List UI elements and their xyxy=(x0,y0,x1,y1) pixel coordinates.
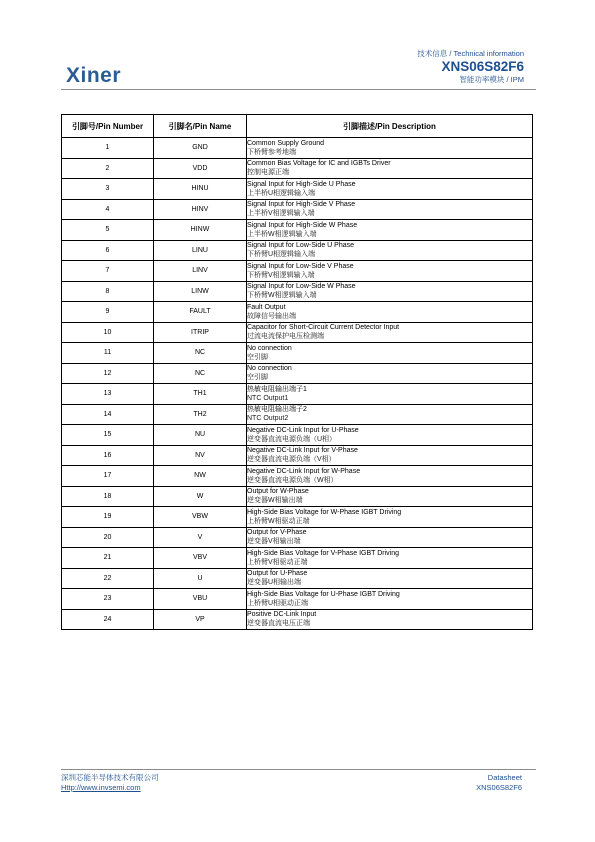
pin-number-cell: 6 xyxy=(62,240,154,261)
pin-description-cell xyxy=(247,425,533,446)
pin-name-cell: VBW xyxy=(154,507,247,528)
pin-name-cell: W xyxy=(154,486,247,507)
pin-name-cell: LINU xyxy=(154,240,247,261)
pin-name-cell: VBV xyxy=(154,548,247,569)
pin-name-cell: GND xyxy=(154,138,247,159)
pin-description-cell xyxy=(247,486,533,507)
pin-name-cell: U xyxy=(154,568,247,589)
pin-description-line-2: 逆变器直流电压正端 xyxy=(247,620,310,628)
pin-number-cell: 14 xyxy=(62,404,154,425)
pin-number-cell: 17 xyxy=(62,466,154,487)
table-row xyxy=(62,322,533,343)
pin-description-cell xyxy=(247,343,533,364)
table-row xyxy=(62,343,533,364)
pin-number-cell: 11 xyxy=(62,343,154,364)
pin-number-cell: 16 xyxy=(62,445,154,466)
pin-description-line-2: 上半桥W相逻辑输入端 xyxy=(247,230,317,238)
pin-description-line-1: 热敏电阻输出端子1 xyxy=(247,385,307,393)
table-row xyxy=(62,609,533,630)
pin-name-cell: NC xyxy=(154,363,247,384)
pin-description-line-2: 上半桥V相逻辑输入端 xyxy=(247,210,315,218)
column-header-pin-description: 引脚描述/Pin Description xyxy=(247,115,533,138)
table-row xyxy=(62,445,533,466)
pin-name-cell: V xyxy=(154,527,247,548)
pin-name-cell: ITRIP xyxy=(154,322,247,343)
pin-description-cell xyxy=(247,445,533,466)
pin-number-cell: 22 xyxy=(62,568,154,589)
column-header-pin-name: 引脚名/Pin Name xyxy=(154,115,247,138)
footer-model-number: XNS06S82F6 xyxy=(476,783,522,792)
header-subtitle: 智能功率模块 / IPM xyxy=(459,75,524,84)
pin-description-cell xyxy=(247,363,533,384)
pin-name-cell: VDD xyxy=(154,158,247,179)
pin-name-cell: TH2 xyxy=(154,404,247,425)
table-row xyxy=(62,261,533,282)
pin-description-line-2: 控制电源正端 xyxy=(247,169,289,177)
pin-name-cell: TH1 xyxy=(154,384,247,405)
pin-description-line-2: 上半桥U相逻辑输入端 xyxy=(247,189,316,197)
table-row xyxy=(62,138,533,159)
pin-description-line-1: Signal Input for High-Side U Phase xyxy=(247,180,356,188)
table-row xyxy=(62,363,533,384)
pin-name-cell: FAULT xyxy=(154,302,247,323)
pin-name-cell: LINV xyxy=(154,261,247,282)
table-row xyxy=(62,507,533,528)
pin-description-cell xyxy=(247,589,533,610)
pin-description-line-1: Negative DC-Link Input for U-Phase xyxy=(247,426,359,434)
pin-description-line-2: 上桥臂V相驱动正端 xyxy=(247,558,308,566)
table-row xyxy=(62,466,533,487)
pin-description-line-2: 过流电流保护电压检测端 xyxy=(247,333,324,341)
pin-description-cell xyxy=(247,179,533,200)
pin-description-line-1: Common Supply Ground xyxy=(247,139,325,147)
table-row xyxy=(62,589,533,610)
table-row xyxy=(62,404,533,425)
table-row xyxy=(62,486,533,507)
header-divider xyxy=(61,89,536,90)
pin-description-cell xyxy=(247,527,533,548)
pin-number-cell: 10 xyxy=(62,322,154,343)
pin-description-cell xyxy=(247,507,533,528)
footer-company-name: 深圳芯能半导体技术有限公司 xyxy=(61,773,159,782)
pin-description-line-1: Positive DC-Link Input xyxy=(247,611,317,619)
pin-name-cell: NV xyxy=(154,445,247,466)
pin-description-line-2: 上桥臂U相驱动正端 xyxy=(247,599,309,607)
table-row xyxy=(62,527,533,548)
pin-description-line-1: High-Side Bias Voltage for W-Phase IGBT Driving xyxy=(247,508,402,516)
header-category: 技术信息 / Technical information xyxy=(417,49,524,58)
pin-description-cell xyxy=(247,404,533,425)
pin-description-line-2: 下桥臂参考地端 xyxy=(247,148,296,156)
pin-description-cell xyxy=(247,322,533,343)
pin-description-line-2: 下桥臂V相逻辑输入端 xyxy=(247,271,315,279)
pin-number-cell: 3 xyxy=(62,179,154,200)
table-row xyxy=(62,199,533,220)
pin-number-cell: 18 xyxy=(62,486,154,507)
pin-number-cell: 15 xyxy=(62,425,154,446)
table-row xyxy=(62,240,533,261)
table-row xyxy=(62,220,533,241)
pin-description-line-1: No connection xyxy=(247,365,292,373)
pin-description-line-2: 逆变器W相输出端 xyxy=(247,497,303,505)
pin-description-line-2: 逆变器直流电源负端（W相） xyxy=(247,476,338,484)
document-header xyxy=(417,49,524,85)
pin-description-line-2: 上桥臂W相驱动正端 xyxy=(247,517,310,525)
footer-website-link[interactable]: Http://www.invsemi.com xyxy=(61,783,141,792)
pin-description-line-1: Signal Input for High-Side V Phase xyxy=(247,201,356,209)
footer-document-type: Datasheet xyxy=(487,773,522,782)
pin-description-cell xyxy=(247,138,533,159)
table-header-row xyxy=(62,115,533,138)
pin-description-line-2: 逆变器V相输出端 xyxy=(247,538,301,546)
pin-description-cell xyxy=(247,609,533,630)
pin-number-cell: 8 xyxy=(62,281,154,302)
pin-description-line-2: 空引脚 xyxy=(247,374,268,382)
table-row xyxy=(62,158,533,179)
pin-description-line-1: Capacitor for Short-Circuit Current Detector Input xyxy=(247,324,400,332)
pin-number-cell: 2 xyxy=(62,158,154,179)
pin-description-line-2: NTC Output2 xyxy=(247,415,289,423)
pin-name-cell: LINW xyxy=(154,281,247,302)
table-row xyxy=(62,384,533,405)
table-row xyxy=(62,568,533,589)
pin-name-cell: HINV xyxy=(154,199,247,220)
pin-description-cell xyxy=(247,261,533,282)
pin-name-cell: NC xyxy=(154,343,247,364)
pin-number-cell: 20 xyxy=(62,527,154,548)
pin-description-line-1: No connection xyxy=(247,344,292,352)
pin-description-line-2: 逆变器直流电源负端（U相） xyxy=(247,435,337,443)
pin-description-line-1: Output for W-Phase xyxy=(247,488,309,496)
pin-number-cell: 23 xyxy=(62,589,154,610)
pin-name-cell: NU xyxy=(154,425,247,446)
pin-number-cell: 4 xyxy=(62,199,154,220)
pin-name-cell: NW xyxy=(154,466,247,487)
pin-number-cell: 5 xyxy=(62,220,154,241)
footer-right xyxy=(476,773,522,793)
pin-name-cell: HINU xyxy=(154,179,247,200)
pin-description-cell xyxy=(247,302,533,323)
table-row xyxy=(62,425,533,446)
pin-description-line-2: 下桥臂W相逻辑输入端 xyxy=(247,292,317,300)
pin-number-cell: 9 xyxy=(62,302,154,323)
pin-description-line-1: 热敏电阻输出端子2 xyxy=(247,406,307,414)
table-row xyxy=(62,281,533,302)
pin-description-cell xyxy=(247,384,533,405)
table-row xyxy=(62,548,533,569)
pin-description-cell xyxy=(247,281,533,302)
pin-number-cell: 19 xyxy=(62,507,154,528)
header-model-number: XNS06S82F6 xyxy=(441,59,524,74)
pin-description-line-1: Negative DC-Link Input for W-Phase xyxy=(247,467,361,475)
pin-description-line-1: High-Side Bias Voltage for U-Phase IGBT Driving xyxy=(247,590,400,598)
pin-number-cell: 24 xyxy=(62,609,154,630)
pin-description-line-2: 空引脚 xyxy=(247,353,268,361)
column-header-pin-number: 引脚号/Pin Number xyxy=(62,115,154,138)
pin-description-cell xyxy=(247,199,533,220)
footer-divider xyxy=(61,769,536,770)
pin-description-line-2: NTC Output1 xyxy=(247,394,289,402)
pin-description-cell xyxy=(247,240,533,261)
pin-name-cell: VBU xyxy=(154,589,247,610)
pin-number-cell: 12 xyxy=(62,363,154,384)
pin-description-line-1: Output for U-Phase xyxy=(247,570,308,578)
pin-number-cell: 21 xyxy=(62,548,154,569)
pin-description-cell xyxy=(247,220,533,241)
pin-description-line-1: Output for V-Phase xyxy=(247,529,307,537)
pin-description-table xyxy=(61,114,533,630)
pin-number-cell: 1 xyxy=(62,138,154,159)
pin-description-line-2: 逆变器U相输出端 xyxy=(247,579,302,587)
pin-description-line-1: Signal Input for Low-Side V Phase xyxy=(247,262,354,270)
pin-name-cell: HINW xyxy=(154,220,247,241)
pin-description-line-1: Negative DC-Link Input for V-Phase xyxy=(247,447,358,455)
pin-description-cell xyxy=(247,466,533,487)
table-row xyxy=(62,302,533,323)
pin-description-cell xyxy=(247,568,533,589)
pin-description-line-1: Signal Input for High-Side W Phase xyxy=(247,221,358,229)
pin-description-line-2: 下桥臂U相逻辑输入端 xyxy=(247,251,316,259)
company-logo: Xiner xyxy=(66,64,122,87)
pin-description-line-1: High-Side Bias Voltage for V-Phase IGBT Driving xyxy=(247,549,400,557)
pin-description-line-1: Signal Input for Low-Side U Phase xyxy=(247,242,355,250)
pin-description-cell xyxy=(247,158,533,179)
footer-left xyxy=(61,773,159,793)
pin-number-cell: 13 xyxy=(62,384,154,405)
pin-name-cell: VP xyxy=(154,609,247,630)
pin-description-line-1: Fault Output xyxy=(247,303,286,311)
pin-description-cell xyxy=(247,548,533,569)
pin-description-line-1: Common Bias Voltage for IC and IGBTs Driver xyxy=(247,160,391,168)
pin-description-line-1: Signal Input for Low-Side W Phase xyxy=(247,283,356,291)
pin-description-line-2: 故障信号输出端 xyxy=(247,312,296,320)
table-row xyxy=(62,179,533,200)
pin-description-line-2: 逆变器直流电源负端（V相） xyxy=(247,456,336,464)
pin-number-cell: 7 xyxy=(62,261,154,282)
